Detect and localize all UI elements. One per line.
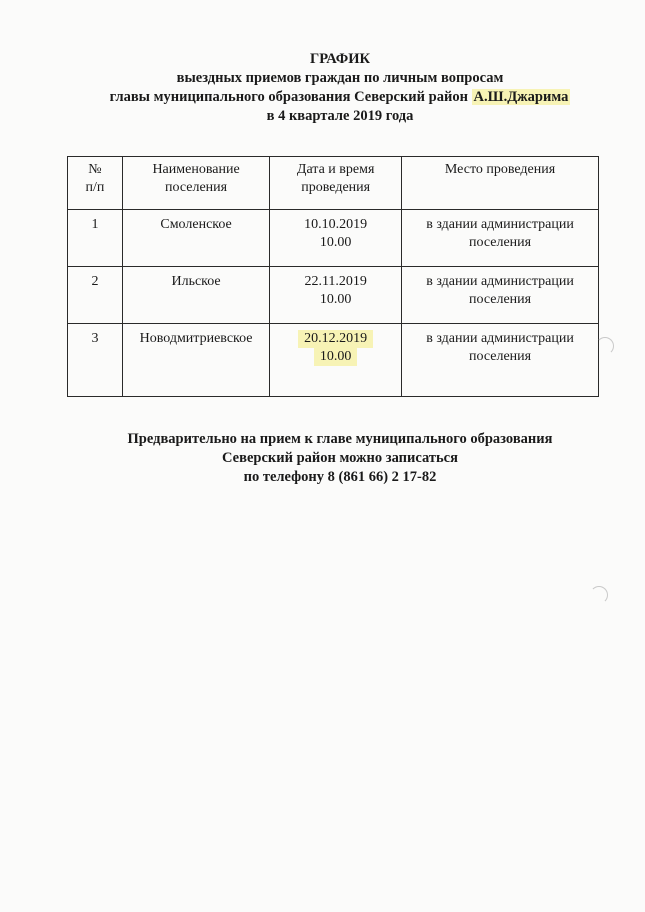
- row-time-value: 10.00: [319, 235, 352, 250]
- official-name: А.Ш.Джарима: [473, 89, 569, 105]
- header-place: [402, 157, 599, 210]
- row-number: 1: [68, 210, 123, 267]
- schedule-table: [67, 156, 599, 397]
- footer-line-2: Северский район можно записаться: [222, 450, 458, 466]
- row-place: в здании администрации поселения: [402, 267, 599, 324]
- row-date-value: 22.11.2019: [304, 274, 367, 289]
- row-number: 2: [68, 267, 123, 324]
- table-row: [68, 324, 599, 397]
- row-date: [270, 210, 402, 267]
- row-settlement: Ильское: [122, 267, 269, 324]
- header-settlement-l1: Наименование: [152, 162, 240, 177]
- header-number: [68, 157, 123, 210]
- header-settlement-l2: поселения: [165, 180, 228, 195]
- row-place: в здании администрации поселения: [402, 210, 599, 267]
- document-heading: [60, 50, 620, 126]
- row-time-value: 10.00: [314, 348, 358, 366]
- document-title: ГРАФИК: [309, 51, 371, 67]
- row-settlement: Новодмитриевское: [122, 324, 269, 397]
- header-number-sign: №: [88, 162, 102, 177]
- row-settlement: Смоленское: [122, 210, 269, 267]
- row-number: 3: [68, 324, 123, 397]
- row-place: в здании администрации поселения: [402, 324, 599, 397]
- heading-line-1: выездных приемов граждан по личным вопросам: [176, 70, 504, 86]
- row-time-value: 10.00: [319, 292, 352, 307]
- footer-note: [60, 430, 620, 487]
- header-settlement: [122, 157, 269, 210]
- heading-line-2-prefix: главы муниципального образования Северский район: [109, 89, 472, 105]
- header-number-abbr: п/п: [85, 180, 105, 195]
- row-date: [270, 324, 402, 397]
- header-date: [270, 157, 402, 210]
- header-date-l2: проведения: [301, 180, 371, 195]
- header-place-l1: Место проведения: [444, 162, 556, 177]
- footer-phone: по телефону 8 (861 66) 2 17-82: [243, 469, 437, 485]
- row-date-value: 10.10.2019: [304, 217, 368, 232]
- table-row: [68, 267, 599, 324]
- punch-hole-mark: [590, 586, 608, 604]
- heading-line-2: [60, 88, 620, 107]
- footer-line-1: Предварительно на прием к главе муниципального образования: [127, 431, 553, 447]
- punch-hole-mark: [596, 337, 614, 355]
- table-header-row: [68, 157, 599, 210]
- header-date-l1: Дата и время: [296, 162, 375, 177]
- table-row: [68, 210, 599, 267]
- heading-line-3: в 4 квартале 2019 года: [266, 108, 414, 124]
- row-date-value: 20.12.2019: [298, 330, 373, 348]
- row-date: [270, 267, 402, 324]
